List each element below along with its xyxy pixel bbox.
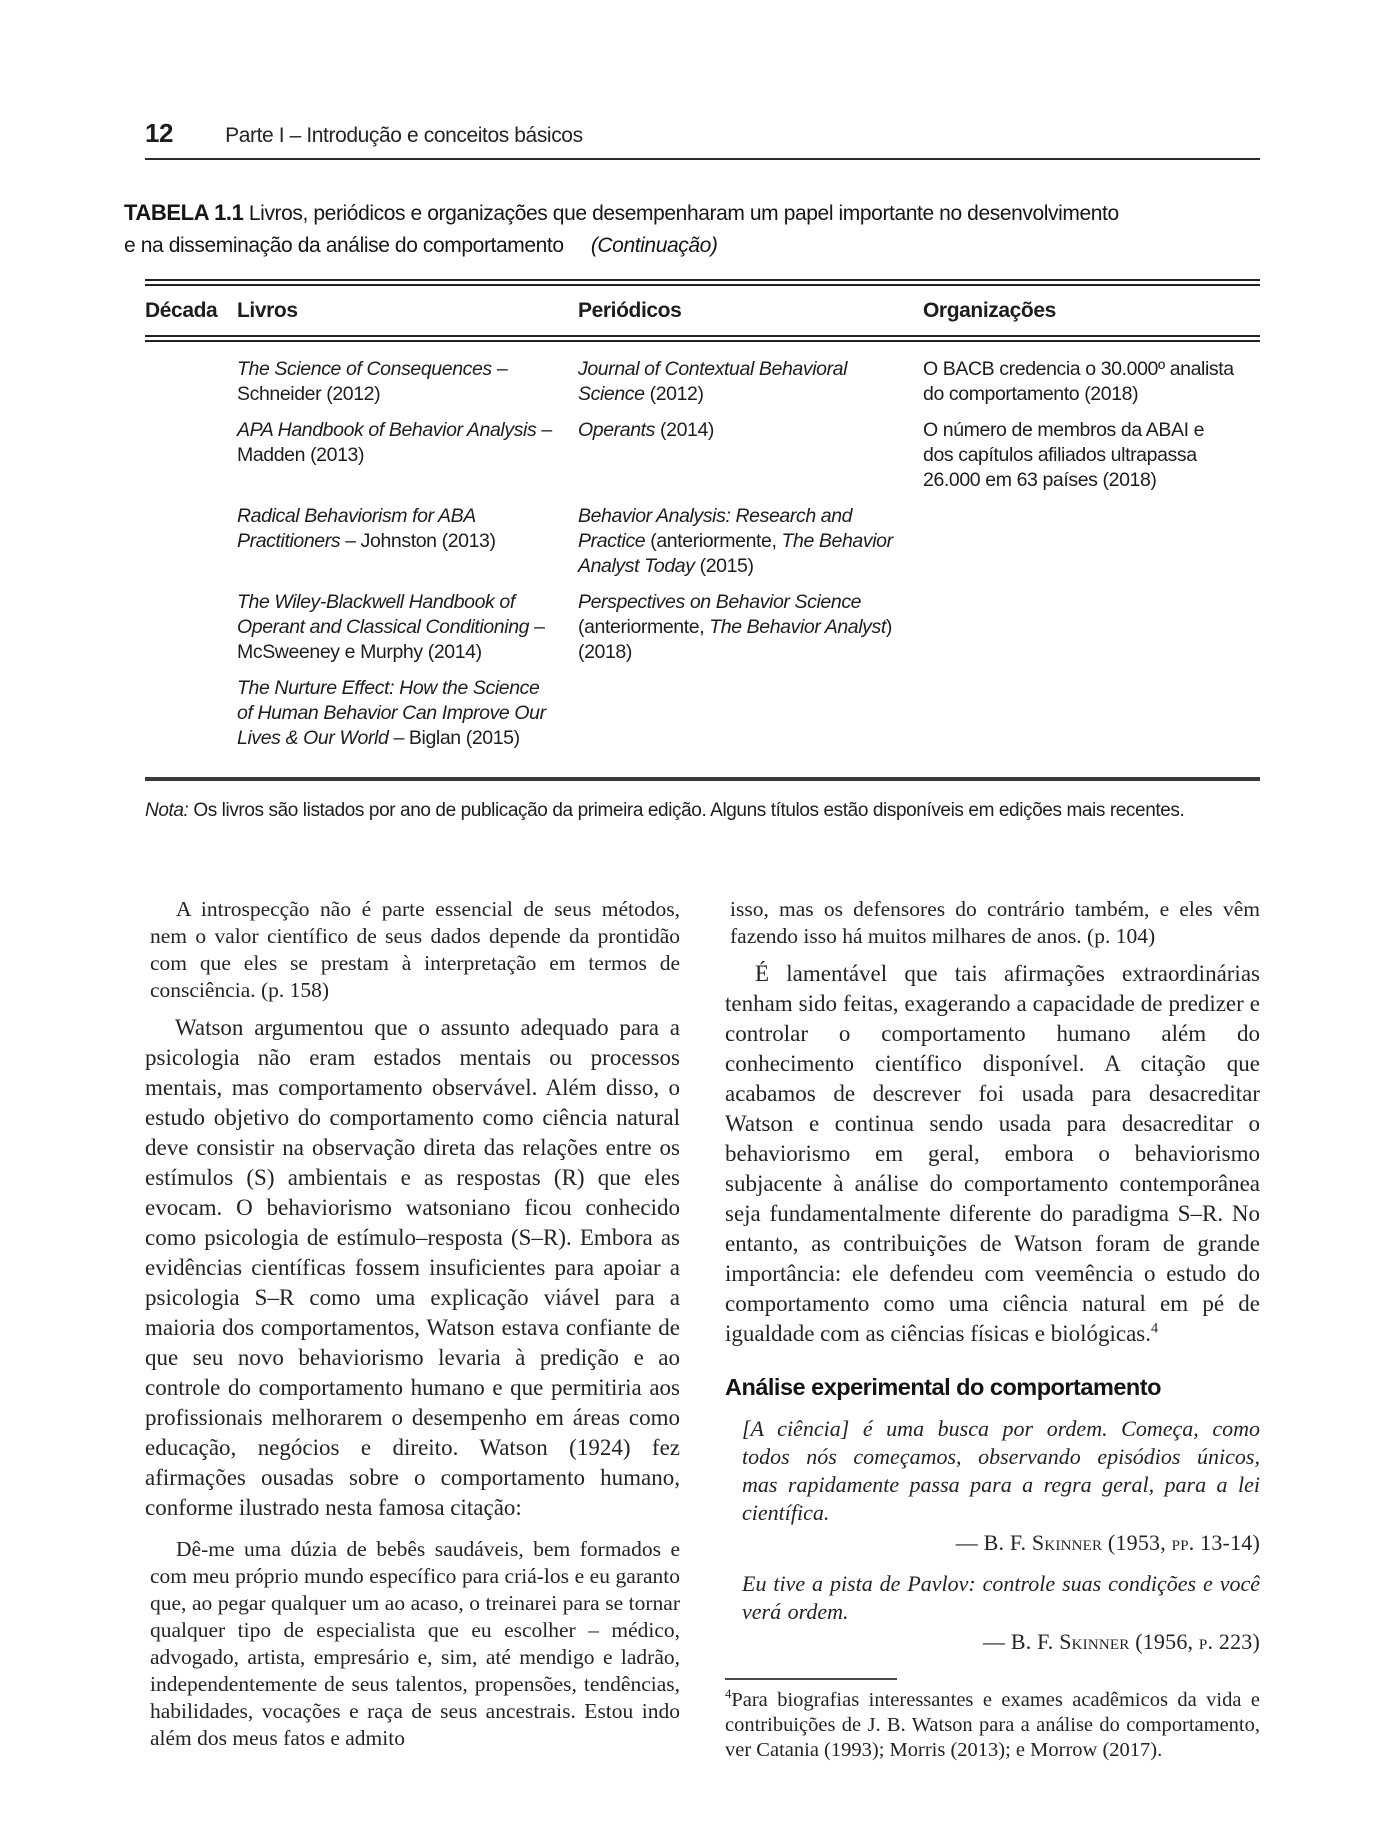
table-body <box>145 342 1260 777</box>
table-note <box>145 800 1260 822</box>
skinner-attribution-1: — B. F. Skinner (1953, pp. 13-14) <box>955 1530 1260 1555</box>
table-cell-periodicos: Perspectives on Behavior Science (anteriormente, The Behavior Analyst) (2018) <box>578 591 892 663</box>
watson-paragraph: Watson argumentou que o assunto adequado para a psicologia não eram estados mentais ou processos mentais, mas comportamento observável. Além disso, o estudo objetivo do comportamento como ciência natural deve consistir na observação direta das relações entre os estímulos (S) ambientais e as respostas (R) que eles evocam. O behaviorismo watsoniano ficou conhecido como psicologia de estímulo–resposta (S–R). Embora as evidências científicas fossem insuficientes para apoiar a psicologia S–R como uma explicação viável para a maioria dos comportamentos, Watson estava confiante de que seu novo behaviorismo levaria à predição e ao controle do comportamento humano e que permitiria aos profissionais melhorarem o desempenho em áreas como educação, negócios e direito. Watson (1924) fez afirmações ousadas sobre o comportamento humano, conforme ilustrado nesta famosa citação: <box>145 1015 680 1520</box>
body-columns <box>145 896 1260 1763</box>
skinner-quote-1: [A ciência] é uma busca por ordem. Começa, como todos nós começamos, observando episódios únicos, mas rapidamente passa para a regra geral, para a lei científica. <box>742 1416 1260 1525</box>
table-cell-livros: Radical Behaviorism for ABA Practitioners – Johnston (2013) <box>237 505 496 552</box>
footnote-block <box>725 1678 1260 1763</box>
table-top-rule <box>145 279 1260 286</box>
table-cell-decada <box>145 504 237 579</box>
table-note-text: Os livros são listados por ano de publicação da primeira edição. Alguns títulos estão disponíveis em edições mais recentes. <box>193 800 1185 821</box>
table-cell-periodicos: Journal of Contextual Behavioral Science (2012) <box>578 358 848 405</box>
table-caption <box>124 197 1124 262</box>
right-column <box>725 896 1260 1763</box>
footnote-text: Para biografias interessantes e exames acadêmicos da vida e contribuições de J. B. Watson para a análise do comportamento, ver Catania (1993); Morris (2013); e Morrow (2017). <box>725 1689 1260 1761</box>
col-header-periodicos: Periódicos <box>578 299 682 322</box>
table-cell-decada <box>145 357 237 407</box>
table-cell-decada <box>145 676 237 751</box>
table-cell-decada <box>145 590 237 665</box>
left-column <box>145 896 680 1763</box>
table-cell-organizacoes <box>923 676 1260 751</box>
table <box>145 279 1260 822</box>
table-cell-organizacoes: O número de membros da ABAI e dos capítulos afiliados ultrapassa 26.000 em 63 países (2018) <box>923 419 1205 491</box>
footnote-rule <box>725 1678 897 1680</box>
lamentavel-paragraph-text: É lamentável que tais afirmações extraordinárias tenham sido feitas, exagerando a capacidade de predizer e controlar o comportamento humano além do conhecimento científico disponível. A citação que acabamos de descrever foi usada para desacreditar Watson e continua sendo usada para desacreditar o behaviorismo em geral, embora o behaviorismo subjacente à análise do comportamento contemporânea seja fundamentalmente diferente do paradigma S–R. No entanto, as contribuições de Watson foram de grande importância: ele defendeu com veemência o estudo do comportamento como uma ciência natural em pé de igualdade com as ciências físicas e biológicas. <box>725 961 1260 1346</box>
table-cell-organizacoes: O BACB credencia o 30.000º analista do comportamento (2018) <box>923 358 1234 405</box>
table-cell-periodicos: Behavior Analysis: Research and Practice (anteriormente, The Behavior Analyst Today (2015) <box>578 505 893 577</box>
table-continuation: (Continuação) <box>590 234 718 257</box>
page-number: 12 <box>145 118 174 148</box>
table-header-row <box>145 286 1260 335</box>
col-header-livros: Livros <box>237 299 298 322</box>
running-head-rule <box>145 158 1260 160</box>
running-head <box>145 118 1260 149</box>
table-cell-livros: The Wiley-Blackwell Handbook of Operant and Classical Conditioning – McSweeney e Murphy (2014) <box>237 591 545 663</box>
quote-continuation-right: isso, mas os defensores do contrário também, e eles vêm fazendo isso há muitos milhares de anos. (p. 104) <box>730 897 1260 948</box>
table-note-label: Nota: <box>145 800 189 821</box>
table-title-text: Livros, periódicos e organizações que desempenharam um papel importante no desenvolvimento e na disseminação da análise do comportamento <box>124 202 1119 257</box>
footnote <box>725 1688 1260 1763</box>
table-cell-livros: APA Handbook of Behavior Analysis – Madden (2013) <box>237 419 552 466</box>
table-header-rule <box>145 335 1260 342</box>
section-heading: Análise experimental do comportamento <box>725 1374 1161 1400</box>
footnote-ref-inline: 4 <box>1150 1320 1159 1337</box>
lamentavel-paragraph <box>725 959 1260 1349</box>
table-cell-organizacoes <box>923 504 1260 579</box>
col-header-organizacoes: Organizações <box>923 299 1056 322</box>
skinner-attribution-2: — B. F. Skinner (1956, p. 223) <box>982 1629 1260 1654</box>
skinner-quote-2: Eu tive a pista de Pavlov: controle suas condições e você verá ordem. <box>742 1571 1260 1624</box>
table-cell-livros: The Science of Consequences – Schneider (2012) <box>237 358 508 405</box>
table-cell-decada <box>145 418 237 493</box>
table-cell-periodicos <box>578 676 923 751</box>
table-cell-periodicos: Operants (2014) <box>578 419 715 441</box>
footnote-ref-marker: 4 <box>725 1687 732 1702</box>
table-cell-livros: The Nurture Effect: How the Science of Human Behavior Can Improve Our Lives & Our World – Biglan (2015) <box>237 677 546 749</box>
watson-quote: Dê-me uma dúzia de bebês saudáveis, bem formados e com meu próprio mundo específico para criá-los e eu garanto que, ao pegar qualquer um ao acaso, o treinarei para se tornar qualquer tipo de especialista que eu escolher – médico, advogado, artista, empresário e, sim, até mendigo e ladrão, independentemente de seus talentos, propensões, tendências, habilidades, vocações e raça de seus ancestrais. Estou indo além dos meus fatos e admito <box>150 1537 680 1750</box>
quote-continuation-left: A introspecção não é parte essencial de seus métodos, nem o valor científico de seus dados depende da prontidão com que eles se prestam à interpretação em termos de consciência. (p. 158) <box>150 897 680 1002</box>
table-label: TABELA 1.1 <box>124 200 244 225</box>
running-title: Parte I – Introdução e conceitos básicos <box>225 124 583 147</box>
col-header-decada: Década <box>145 299 218 322</box>
table-bottom-rule <box>145 777 1260 781</box>
table-cell-organizacoes <box>923 590 1260 665</box>
